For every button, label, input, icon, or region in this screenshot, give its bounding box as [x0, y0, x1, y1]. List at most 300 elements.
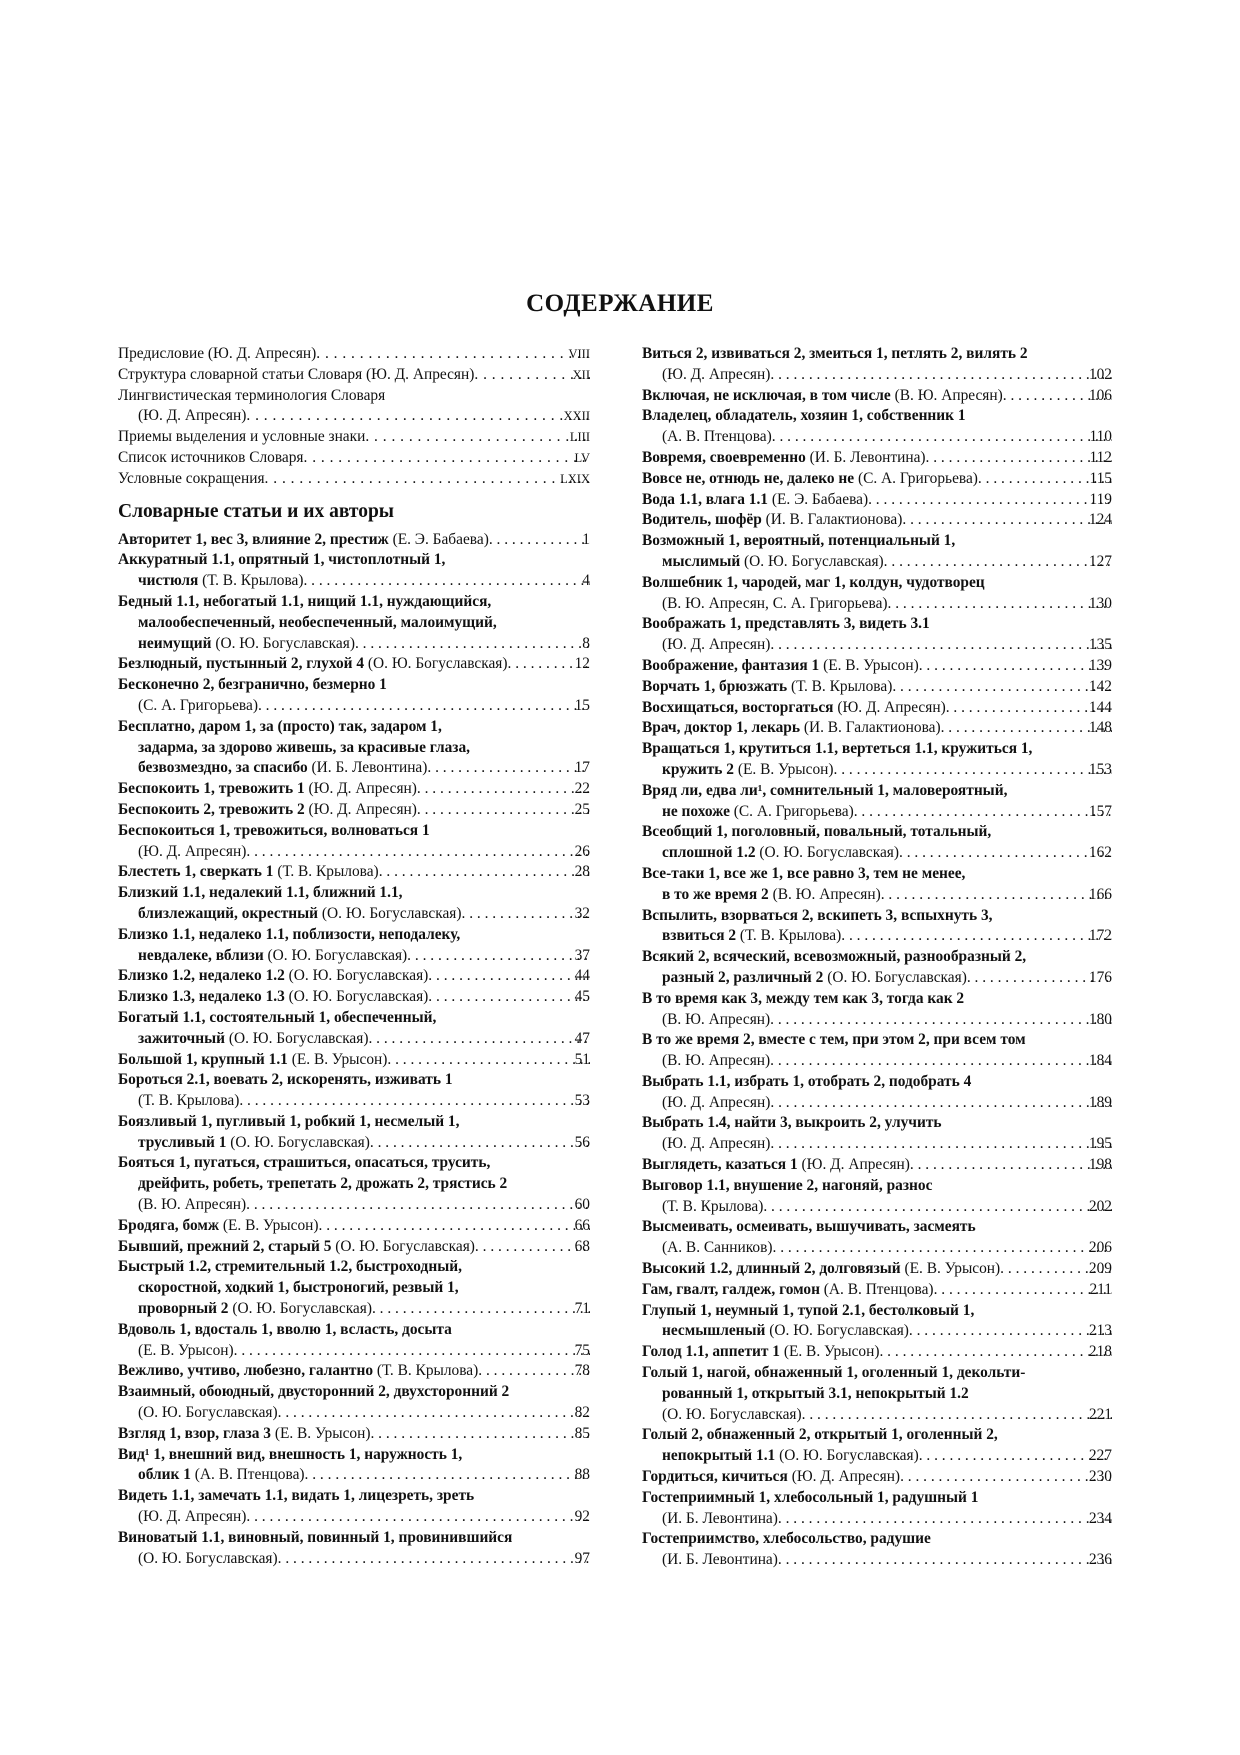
toc-entry [118, 1153, 590, 1215]
entry-author: (Т. В. Крылова) [373, 1362, 479, 1380]
entry-line [118, 1465, 590, 1486]
entry-headword: Всеобщий 1, поголовный, повальный, тотальный, [642, 823, 992, 841]
entry-author: (О. Ю. Богуславская) [823, 968, 967, 986]
page-number: 82 [574, 1404, 590, 1422]
toc-entry [118, 1382, 590, 1424]
page-number: 97 [574, 1549, 590, 1567]
toc-entry [118, 1050, 590, 1071]
toc-entry [642, 573, 1112, 615]
page-number: 60 [574, 1196, 590, 1214]
entry-line [118, 1112, 590, 1133]
page-number: LIII [569, 430, 590, 445]
page-number: 32 [574, 904, 590, 922]
entry-line [118, 427, 590, 448]
toc-entry [118, 1008, 590, 1050]
toc-entry [118, 1237, 590, 1258]
entry-line [118, 842, 590, 863]
entry-headword: безвозмездно, за спасибо [138, 759, 308, 777]
entry-author: (Ю. Д. Апресян) [138, 842, 247, 860]
toc-front-entry [118, 344, 590, 365]
entry-text: (Ю. Д. Апресян) [138, 407, 247, 425]
entry-author: (О. Ю. Богуславская) [284, 988, 429, 1006]
entry-line [642, 822, 1112, 843]
page-number: 236 [1088, 1551, 1112, 1569]
toc-entry [118, 800, 590, 821]
page-number: 56 [574, 1133, 590, 1151]
page-number: 115 [1089, 469, 1112, 487]
entry-author: (Ю. Д. Апресян) [662, 1093, 771, 1111]
page-number: 71 [574, 1300, 590, 1318]
entry-line [642, 386, 1112, 407]
entry-author: (Т. В. Крылова) [138, 1092, 240, 1110]
entry-headword: Аккуратный 1.1, опрятный 1, чистоплотный 1, [118, 551, 446, 569]
entry-headword: Близко 1.1, недалеко 1.1, поблизости, неподалеку, [118, 925, 461, 943]
entry-line [642, 406, 1112, 427]
entry-line [642, 1405, 1112, 1426]
toc-front-entry [118, 469, 590, 490]
entry-line [642, 1093, 1112, 1114]
entry-line [642, 1134, 1112, 1155]
page-number: 25 [574, 800, 590, 818]
entry-line [118, 1507, 590, 1528]
page-number: 22 [574, 780, 590, 798]
page-number: 135 [1088, 636, 1112, 654]
entry-headword: Гостеприимство, хлебосольство, радушие [642, 1530, 931, 1548]
entry-headword: Вовремя, своевременно [642, 448, 806, 466]
entry-headword: Гостеприимный 1, хлебосольный 1, радушный 1 [642, 1488, 979, 1506]
entry-author: (О. Ю. Богуславская) [331, 1237, 475, 1255]
entry-line [642, 614, 1112, 635]
entry-line [642, 365, 1112, 386]
page-number: 106 [1088, 386, 1112, 404]
entry-headword: Вовсе не, отнюдь не, далеко не [642, 469, 855, 487]
page-number: 4 [582, 572, 590, 590]
page-number: 12 [574, 655, 590, 673]
entry-author: (И. Б. Левонтина) [805, 448, 926, 466]
toc-entry [118, 675, 590, 717]
entry-line [642, 1051, 1112, 1072]
entry-line [118, 1050, 590, 1071]
section-heading: Словарные статьи и их авторы [118, 500, 395, 522]
entry-line [118, 1174, 590, 1195]
entry-author: (Ю. Д. Апресян) [833, 698, 946, 716]
entry-author: (Ю. Д. Апресян) [662, 636, 771, 654]
page-number: LXIX [560, 471, 590, 486]
entry-line [118, 1486, 590, 1507]
toc-entry [118, 779, 590, 800]
entry-line [118, 862, 590, 883]
page-number: 209 [1088, 1260, 1112, 1278]
entry-headword: дрейфить, робеть, трепетать 2, дрожать 2, трястись 2 [138, 1175, 508, 1193]
entry-headword: в то же время 2 [662, 885, 769, 903]
toc-entry [642, 1467, 1112, 1488]
entry-line [118, 1424, 590, 1445]
entry-line [642, 573, 1112, 594]
entry-author: (Е. В. Урысон) [734, 760, 834, 778]
entry-author: (Е. В. Урысон) [138, 1341, 234, 1359]
toc-entry [642, 677, 1112, 698]
entry-line [642, 1155, 1112, 1176]
entry-line [642, 1030, 1112, 1051]
toc-entry [118, 1486, 590, 1528]
entry-author: (Ю. Д. Апресян) [662, 1135, 771, 1153]
entry-author: (О. Ю. Богуславская) [364, 655, 508, 673]
toc-entry [642, 718, 1112, 739]
entry-author: (О. Ю. Богуславская) [740, 552, 884, 570]
toc-front-entry [118, 386, 590, 428]
toc-entry [118, 654, 590, 675]
entry-headword: Вид¹ 1, внешний вид, внешность 1, наружность 1, [118, 1445, 463, 1463]
entry-author: (А. В. Птенцова) [662, 428, 772, 446]
entry-line [642, 594, 1112, 615]
entry-line [642, 1072, 1112, 1093]
entry-headword: Владелец, обладатель, хозяин 1, собственник 1 [642, 407, 966, 425]
entry-author: (С. А. Григорьева) [854, 469, 978, 487]
entry-line [118, 386, 590, 407]
entry-author: (Е. В. Урысон) [270, 1424, 371, 1442]
page-number: 44 [574, 967, 590, 985]
toc-front-entry [118, 448, 590, 469]
entry-headword: малообеспеченный, необеспеченный, малоимущий, [138, 613, 497, 631]
entry-headword: непокрытый 1.1 [662, 1447, 776, 1465]
entry-headword: Гам, гвалт, галдеж, гомон [642, 1280, 820, 1298]
toc-entry [118, 883, 590, 925]
page-number: 1 [582, 530, 590, 548]
entry-line [642, 510, 1112, 531]
toc-entry [642, 1217, 1112, 1259]
toc-entry [642, 490, 1112, 511]
entry-line [118, 946, 590, 967]
entry-line [642, 1321, 1112, 1342]
entry-line [642, 843, 1112, 864]
entry-line [642, 1113, 1112, 1134]
page-number: 162 [1088, 844, 1112, 862]
page-number: 153 [1088, 760, 1112, 778]
entry-headword: взвиться 2 [662, 927, 737, 945]
entry-headword: трусливый 1 [138, 1133, 227, 1151]
entry-line [118, 1528, 590, 1549]
page-number: 88 [574, 1466, 590, 1484]
entry-headword: Волшебник 1, чародей, маг 1, колдун, чудотворец [642, 573, 985, 591]
entry-author: (И. Б. Левонтина) [307, 759, 428, 777]
entries-list-right [642, 344, 1112, 1571]
entry-headword: проворный 2 [138, 1300, 229, 1318]
toc-entry [642, 822, 1112, 864]
entry-headword: Богатый 1.1, состоятельный 1, обеспеченный, [118, 1008, 437, 1026]
entry-headword: Взгляд 1, взор, глаза 3 [118, 1424, 271, 1442]
entry-line [118, 1153, 590, 1174]
entry-headword: Беспокоить 1, тревожить 1 [118, 780, 305, 798]
entry-line [118, 550, 590, 571]
entry-headword: Водитель, шофёр [642, 511, 762, 529]
entry-author: (О. Ю. Богуславская) [318, 904, 462, 922]
page-number: 221 [1088, 1405, 1112, 1423]
entry-author: (Е. В. Урысон) [779, 1343, 880, 1361]
entry-line [642, 1446, 1112, 1467]
entry-headword: Боязливый 1, пугливый 1, робкий 1, несмелый 1, [118, 1112, 460, 1130]
entry-headword: В то же время 2, вместе с тем, при этом 2, при всем том [642, 1031, 1026, 1049]
entry-headword: Близко 1.3, недалеко 1.3 [118, 988, 285, 1006]
entry-headword: скоростной, ходкий 1, быстроногий, резвый 1, [138, 1279, 459, 1297]
entry-line [642, 698, 1112, 719]
page-number: VIII [568, 347, 590, 361]
entry-headword: Бродяга, бомж [118, 1216, 220, 1234]
entry-headword: Взаимный, обоюдный, двусторонний 2, двухсторонний 2 [118, 1383, 510, 1401]
page-number: 17 [574, 759, 590, 777]
entry-headword: Вдоволь 1, вдосталь 1, вволю 1, всласть, досыта [118, 1320, 452, 1338]
entry-line [642, 864, 1112, 885]
toc-entry [118, 821, 590, 863]
toc-entry [642, 386, 1112, 407]
entry-line [118, 966, 590, 987]
entry-line [118, 654, 590, 675]
entry-headword: чистюля [138, 572, 199, 590]
entry-author: (О. Ю. Богуславская) [226, 1133, 370, 1151]
entry-author: (Ю. Д. Апресян) [138, 1508, 247, 1526]
toc-entry [642, 698, 1112, 719]
toc-entry [642, 1030, 1112, 1072]
entry-line [642, 1301, 1112, 1322]
entry-line [642, 1488, 1112, 1509]
entry-headword: Выбрать 1.1, избрать 1, отобрать 2, подобрать 4 [642, 1072, 972, 1090]
entry-headword: Виться 2, извиваться 2, змеиться 1, петлять 2, вилять 2 [642, 345, 1028, 362]
entry-headword: Беспокоить 2, тревожить 2 [118, 800, 305, 818]
entry-headword: Голый 1, нагой, обнаженный 1, оголенный 1, декольти- [642, 1364, 1026, 1382]
entry-line [642, 635, 1112, 656]
entry-line [118, 592, 590, 613]
entry-headword: Бесплатно, даром 1, за (просто) так, задаром 1, [118, 717, 442, 735]
toc-entry [118, 987, 590, 1008]
toc-entry [642, 510, 1112, 531]
page-number: 127 [1088, 552, 1112, 570]
entry-author: (О. Ю. Богуславская) [755, 844, 900, 862]
entry-line [642, 1176, 1112, 1197]
page-number: 15 [574, 696, 590, 714]
toc-entry [642, 1363, 1112, 1425]
page-number: 85 [574, 1424, 590, 1442]
page-number: 47 [574, 1029, 590, 1047]
entry-headword: Беспокоиться 1, тревожиться, волноваться 1 [118, 821, 430, 839]
entry-line [642, 1197, 1112, 1218]
toc-entry [118, 1112, 590, 1154]
toc-entry [118, 1320, 590, 1362]
entry-headword: Близко 1.2, недалеко 1.2 [118, 967, 285, 985]
entry-headword: неимущий [138, 634, 212, 652]
toc-column-right [642, 344, 1112, 1571]
entry-author: (Т. В. Крылова) [198, 572, 304, 590]
page-number: 184 [1088, 1052, 1112, 1070]
entry-line [642, 760, 1112, 781]
page-number: 189 [1088, 1093, 1112, 1111]
entry-headword: Бывший, прежний 2, старый 5 [118, 1237, 332, 1255]
entry-headword: Голод 1.1, аппетит 1 [642, 1343, 780, 1361]
page-number: 176 [1088, 968, 1112, 986]
toc-entry [642, 1259, 1112, 1280]
entry-headword: Бедный 1.1, небогатый 1.1, нищий 1.1, нуждающийся, [118, 592, 492, 610]
toc-entry [642, 1529, 1112, 1571]
entry-headword: зажиточный [138, 1029, 225, 1047]
toc-entry [118, 925, 590, 967]
entry-headword: Выговор 1.1, внушение 2, нагоняй, разнос [642, 1176, 933, 1194]
toc-entry [118, 1216, 590, 1237]
toc-entry [118, 592, 590, 654]
entry-line [642, 1010, 1112, 1031]
page-number: 53 [574, 1092, 590, 1110]
entry-author: (В. Ю. Апресян) [890, 386, 1003, 404]
entry-headword: Авторитет 1, вес 3, влияние 2, престиж [118, 530, 389, 548]
entry-author: (В. Ю. Апресян) [138, 1196, 247, 1214]
page-number: 213 [1088, 1322, 1112, 1340]
page-number: 51 [574, 1050, 590, 1068]
toc-entry [642, 1280, 1112, 1301]
entry-headword: Голый 2, обнаженный 2, открытый 1, оголенный 2, [642, 1426, 998, 1444]
entry-headword: Включая, не исключая, в том числе [642, 386, 891, 404]
entry-line [118, 1091, 590, 1112]
page-number: 78 [574, 1362, 590, 1380]
page-number: 119 [1089, 490, 1112, 508]
entry-line [118, 1320, 590, 1341]
entry-headword: Бояться 1, пугаться, страшиться, опасаться, трусить, [118, 1154, 491, 1172]
entry-line [118, 634, 590, 655]
entry-headword: Высокий 1.2, длинный 2, долговязый [642, 1260, 901, 1278]
entry-line [642, 802, 1112, 823]
toc-column-left [118, 344, 590, 1569]
page-number: 28 [574, 863, 590, 881]
entry-line [642, 469, 1112, 490]
entry-headword: Бороться 2.1, воевать 2, искоренять, изживать 1 [118, 1071, 453, 1089]
entry-author: (О. Ю. Богуславская) [138, 1404, 278, 1422]
entry-text: Приемы выделения и условные знаки [118, 428, 366, 446]
toc-entry [118, 1361, 590, 1382]
entry-headword: Глупый 1, неумный 1, тупой 2.1, бестолковый 1, [642, 1301, 975, 1319]
entry-line [118, 613, 590, 634]
entry-line [642, 552, 1112, 573]
entry-author: (Т. В. Крылова) [736, 927, 842, 945]
entry-headword: Выбрать 1.4, найти 3, выкроить 2, улучить [642, 1114, 942, 1132]
entry-author: (Т. В. Крылова) [787, 677, 893, 695]
page-number: 110 [1089, 428, 1112, 446]
entry-line [642, 947, 1112, 968]
page-number: XII [572, 367, 590, 382]
entry-text: Лингвистическая терминология Словаря [118, 386, 386, 404]
entry-line [642, 490, 1112, 511]
entry-line [118, 925, 590, 946]
page-number: 148 [1088, 719, 1112, 737]
toc-entry [118, 717, 590, 779]
entry-author: (Ю. Д. Апресян) [662, 365, 771, 383]
entry-line [118, 1195, 590, 1216]
page-number: 68 [574, 1237, 590, 1255]
page-number: 172 [1088, 927, 1112, 945]
entry-line [118, 530, 590, 551]
entry-author: (А. В. Санников) [662, 1239, 773, 1257]
page-number: 206 [1088, 1239, 1112, 1257]
entry-headword: Воображение, фантазия 1 [642, 656, 820, 674]
entry-line [118, 469, 590, 490]
entry-author: (В. Ю. Апресян) [662, 1052, 771, 1070]
page-number: 230 [1088, 1468, 1112, 1486]
page-number: LV [574, 450, 590, 465]
entry-author: (Т. В. Крылова) [273, 863, 379, 881]
entry-headword: Быстрый 1.2, стремительный 1.2, быстроходный, [118, 1258, 462, 1276]
page-number: 218 [1088, 1343, 1112, 1361]
page-number: 195 [1088, 1135, 1112, 1153]
entry-author: (Ю. Д. Апресян) [787, 1468, 901, 1486]
entry-headword: Близкий 1.1, недалекий 1.1, ближний 1.1, [118, 884, 403, 902]
entry-line [642, 739, 1112, 760]
entry-line [118, 717, 590, 738]
entry-author: (Е. В. Урысон) [287, 1050, 388, 1068]
entry-line [642, 885, 1112, 906]
toc-entry [118, 1424, 590, 1445]
entry-author: (Ю. Д. Апресян) [797, 1156, 910, 1174]
page-number: 45 [574, 988, 590, 1006]
page-number: 144 [1088, 698, 1112, 716]
entry-author: (О. Ю. Богуславская) [775, 1447, 919, 1465]
entry-headword: невдалеке, вблизи [138, 946, 264, 964]
entry-line [642, 1529, 1112, 1550]
entry-author: (О. Ю. Богуславская) [284, 967, 429, 985]
entry-line [118, 1008, 590, 1029]
entry-line [118, 1361, 590, 1382]
toc-entry [118, 1257, 590, 1319]
entry-line [118, 800, 590, 821]
entry-line [642, 1342, 1112, 1363]
entry-author: (Е. В. Урысон) [900, 1260, 1001, 1278]
entry-author: (О. Ю. Богуславская) [225, 1029, 369, 1047]
entry-headword: сплошной 1.2 [662, 844, 756, 862]
entry-line [642, 344, 1112, 365]
toc-entry [642, 614, 1112, 656]
toc-entry [642, 781, 1112, 823]
entry-author: (А. В. Птенцова) [819, 1280, 934, 1298]
entry-author: (О. Ю. Богуславская) [211, 634, 355, 652]
entry-author: (О. Ю. Богуславская) [662, 1405, 802, 1423]
toc-entry [118, 1070, 590, 1112]
toc-entry [642, 1176, 1112, 1218]
entry-line [118, 571, 590, 592]
page-number: 92 [574, 1508, 590, 1526]
entry-headword: Блестеть 1, сверкать 1 [118, 863, 274, 881]
entries-list-left [118, 530, 590, 1570]
entry-headword: Видеть 1.1, замечать 1.1, видать 1, лицезреть, зреть [118, 1487, 475, 1505]
entry-author: (О. Ю. Богуславская) [263, 946, 408, 964]
entry-line [118, 696, 590, 717]
entry-headword: облик 1 [138, 1466, 191, 1484]
entry-line [118, 1070, 590, 1091]
entry-headword: Воображать 1, представлять 3, видеть 3.1 [642, 615, 930, 633]
toc-entry [642, 1488, 1112, 1530]
entry-line [118, 738, 590, 759]
entry-line [118, 1403, 590, 1424]
entry-line [118, 406, 590, 427]
entry-author: (И. Б. Левонтина) [662, 1509, 778, 1527]
toc-entry [642, 1301, 1112, 1343]
toc-entry [642, 656, 1112, 677]
entry-author: (Е. В. Урысон) [819, 656, 919, 674]
page-number: 211 [1089, 1280, 1112, 1298]
entry-headword: Восхищаться, восторгаться [642, 698, 834, 716]
entry-line [642, 1550, 1112, 1571]
entry-line [118, 1237, 590, 1258]
page-number: 227 [1088, 1447, 1112, 1465]
toc-front-entry [118, 365, 590, 386]
entry-author: (О. Ю. Богуславская) [228, 1300, 372, 1318]
toc-entry [642, 344, 1112, 386]
entry-headword: задарма, за здорово живешь, за красивые глаза, [138, 738, 471, 756]
entry-line [642, 1238, 1112, 1259]
page-number: 102 [1088, 365, 1112, 383]
